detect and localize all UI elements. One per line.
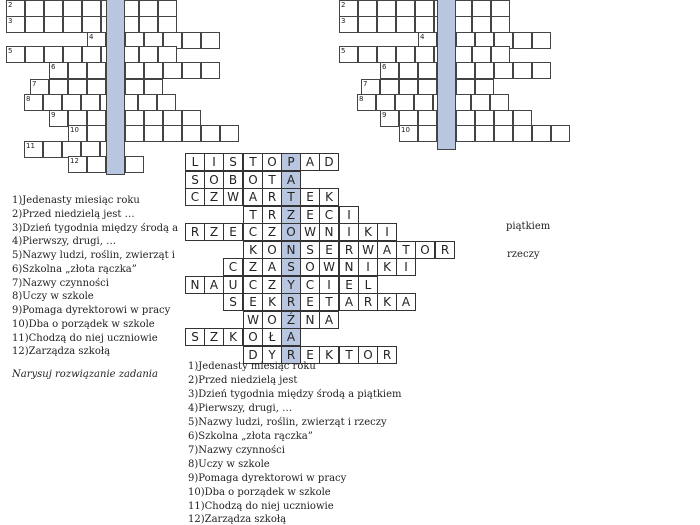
solution-letter: Z [262,276,282,294]
grid-cell [158,0,177,17]
solution-letter: Z [243,258,263,276]
solution-letter: A [377,241,397,259]
clue-bottom-12: 12)Zarządza szkołą [188,514,287,525]
solution-letter: W [358,241,378,259]
clue-number: 10 [70,126,79,134]
drawing-hint: Narysuj rozwiązanie zadania [12,369,158,380]
clue-left-7: 7)Nazwy czynności [12,278,109,289]
grid-cell [68,62,87,79]
solution-letter: Z [281,206,301,224]
grid-cell [201,32,220,49]
solution-letter: A [262,258,282,276]
grid-cell [494,125,513,142]
clue-fragment-rzeczy: rzeczy [507,249,540,260]
clue-left-4: 4)Pierwszy, drugi, … [12,236,117,247]
solution-letter: E [339,276,359,294]
grid-cell [87,125,106,142]
grid-cell [475,62,494,79]
grid-cell [491,0,510,17]
grid-cell [491,16,510,33]
solution-letter: C [319,206,339,224]
grid-cell [25,46,44,63]
solution-letter: O [281,223,301,241]
grid-cell [62,94,81,111]
solution-letter: E [300,293,320,311]
solution-letter: R [358,293,378,311]
grid-cell [414,94,433,111]
clue-number: 5 [341,47,346,55]
clue-number: 8 [359,95,364,103]
grid-cell [377,0,396,17]
solution-letter: R [339,241,359,259]
grid-cell [513,125,532,142]
solution-letter: O [300,258,320,276]
solution-letter: T [243,206,263,224]
solution-letter: K [377,293,397,311]
grid-cell [415,46,434,63]
solution-column [106,0,125,175]
solution-letter: B [223,171,243,189]
grid-cell [63,0,82,17]
grid-cell [490,94,509,111]
grid-cell [532,32,551,49]
solution-letter: P [281,153,301,171]
clue-bottom-1: 1)Jedenasty miesiąc roku [188,361,316,372]
solution-letter: K [319,346,339,364]
grid-cell [396,46,415,63]
clue-left-9: 9)Pomaga dyrektorowi w pracy [12,305,171,316]
grid-cell [415,16,434,33]
grid-cell [513,62,532,79]
solution-letter: A [319,311,339,329]
solution-letter: N [319,223,339,241]
grid-cell [513,32,532,49]
solution-letter: N [339,258,359,276]
solution-letter: T [339,346,359,364]
clue-number: 9 [51,111,56,119]
clue-number: 10 [401,126,410,134]
grid-cell [163,62,182,79]
grid-cell [157,94,176,111]
solution-letter: I [358,258,378,276]
clue-bottom-2: 2)Przed niedzielą jest [188,375,298,386]
grid-cell [418,125,437,142]
clue-bottom-9: 9)Pomaga dyrektorowi w pracy [188,473,347,484]
grid-cell [158,16,177,33]
grid-cell [125,125,144,142]
solution-letter: I [396,258,416,276]
solution-letter: K [377,258,397,276]
grid-cell [182,32,201,49]
grid-cell [396,0,415,17]
clue-number: 4 [420,33,425,41]
grid-cell [358,0,377,17]
solution-letter: S [223,153,243,171]
grid-cell [494,62,513,79]
clue-bottom-3: 3)Dzień tygodnia między środą a piątkiem [188,389,402,400]
clue-bottom-11: 11)Chodzą do niej uczniowie [188,501,334,512]
clue-number: 3 [8,17,13,25]
grid-cell [456,62,475,79]
clue-number: 11 [26,142,35,150]
solution-letter: A [396,293,416,311]
solution-letter: O [243,328,263,346]
solution-letter: W [319,258,339,276]
clue-left-3: 3)Dzień tygodnia między środą a [12,223,179,234]
solution-letter: E [243,293,263,311]
solution-letter: E [300,188,320,206]
grid-cell [144,62,163,79]
solution-letter: T [262,171,282,189]
solution-letter: R [435,241,455,259]
solution-letter: A [281,171,301,189]
grid-cell [158,46,177,63]
grid-cell [125,62,144,79]
grid-cell [220,125,239,142]
clue-number: 3 [341,17,346,25]
solution-letter: Z [204,328,224,346]
solution-letter: U [223,276,243,294]
clue-number: 12 [70,157,79,165]
solution-letter: E [300,206,320,224]
solution-letter: A [339,293,359,311]
solution-letter: A [281,328,301,346]
clue-number: 8 [26,95,31,103]
solution-letter: T [243,153,263,171]
solution-letter: R [262,188,282,206]
grid-cell [125,156,144,173]
solution-letter: L [185,153,205,171]
solution-letter: L [358,276,378,294]
grid-cell [472,46,491,63]
clue-left-2: 2)Przed niedzielą jest … [12,209,135,220]
grid-cell [456,125,475,142]
grid-cell [201,62,220,79]
grid-cell [43,94,62,111]
grid-cell [395,94,414,111]
clue-number: 7 [32,80,37,88]
solution-letter: W [300,223,320,241]
grid-cell [532,62,551,79]
grid-cell [82,46,101,63]
grid-cell [81,94,100,111]
grid-cell [63,16,82,33]
clue-bottom-8: 8)Uczy w szkole [188,459,270,470]
grid-cell [25,16,44,33]
grid-cell [377,46,396,63]
grid-cell [82,0,101,17]
solution-letter: K [223,328,243,346]
clue-fragment-piatkiem: piątkiem [506,221,551,232]
solution-letter: K [358,223,378,241]
solution-letter: E [319,241,339,259]
grid-cell [415,0,434,17]
solution-letter: O [262,241,282,259]
grid-cell [63,46,82,63]
grid-cell [472,16,491,33]
clue-number: 9 [382,111,387,119]
grid-cell [551,125,570,142]
clue-left-5: 5)Nazwy ludzi, roślin, zwierząt i [12,250,175,261]
solution-letter: I [339,206,359,224]
clue-bottom-10: 10)Dba o porządek w szkole [188,487,331,498]
solution-letter: A [204,276,224,294]
grid-cell [396,16,415,33]
solution-letter: C [243,276,263,294]
clue-number: 2 [8,1,13,9]
solution-letter: Z [204,188,224,206]
clue-number: 6 [382,63,387,71]
solution-letter: N [281,241,301,259]
solution-letter: T [396,241,416,259]
solution-letter: I [377,223,397,241]
solution-letter: A [300,153,320,171]
solution-letter: C [243,223,263,241]
solution-letter: O [243,171,263,189]
grid-cell [87,62,106,79]
solution-letter: I [339,223,359,241]
solution-letter: O [262,311,282,329]
clue-left-6: 6)Szkolna „złota rączka” [12,264,137,275]
solution-letter: K [262,293,282,311]
clue-number: 4 [89,33,94,41]
solution-letter: O [262,153,282,171]
solution-letter: Ł [262,328,282,346]
grid-cell [25,0,44,17]
solution-column [437,0,456,150]
clue-number: 6 [51,63,56,71]
solution-letter: K [243,241,263,259]
solution-letter: R [281,293,301,311]
solution-letter: I [319,276,339,294]
solution-letter: E [223,223,243,241]
solution-letter: O [358,346,378,364]
clue-left-11: 11)Chodzą do niej uczniowie [12,333,158,344]
solution-letter: A [243,188,263,206]
grid-cell [44,0,63,17]
solution-letter: R [262,206,282,224]
solution-letter: S [300,241,320,259]
solution-letter: Z [204,223,224,241]
solution-letter: C [185,188,205,206]
grid-cell [376,94,395,111]
grid-cell [399,62,418,79]
grid-cell [44,16,63,33]
solution-letter: Ź [281,311,301,329]
grid-cell [358,16,377,33]
grid-cell [201,125,220,142]
clue-left-1: 1)Jedenasty miesiąc roku [12,195,140,206]
clue-number: 7 [363,80,368,88]
grid-cell [491,46,510,63]
clue-left-10: 10)Dba o porządek w szkole [12,319,155,330]
solution-letter: Y [262,346,282,364]
solution-letter: W [243,311,263,329]
solution-letter: D [243,346,263,364]
clue-left-8: 8)Uczy w szkole [12,291,94,302]
clue-left-12: 12)Zarządza szkołą [12,346,111,357]
clue-bottom-6: 6)Szkolna „złota rączka” [188,431,313,442]
clue-number: 5 [8,47,13,55]
grid-cell [144,125,163,142]
grid-cell [182,62,201,79]
grid-cell [418,62,437,79]
grid-cell [475,125,494,142]
solution-letter: O [204,171,224,189]
solution-letter: S [281,258,301,276]
grid-cell [44,46,63,63]
solution-letter: T [281,188,301,206]
solution-letter: D [319,153,339,171]
solution-letter: O [415,241,435,259]
solution-letter: K [319,188,339,206]
grid-cell [139,16,158,33]
grid-cell [472,0,491,17]
solution-letter: N [300,311,320,329]
grid-cell [43,141,62,158]
grid-cell [532,125,551,142]
clue-number: 2 [341,1,346,9]
grid-cell [182,125,201,142]
grid-cell [138,94,157,111]
solution-letter: R [185,223,205,241]
grid-cell [82,16,101,33]
solution-letter: R [281,346,301,364]
solution-letter: R [377,346,397,364]
solution-letter: I [204,153,224,171]
grid-cell [139,0,158,17]
clue-bottom-5: 5)Nazwy ludzi, roślin, zwierząt i rzeczy [188,417,387,428]
grid-cell [471,94,490,111]
grid-cell [87,156,106,173]
solution-letter: S [185,171,205,189]
solution-letter: E [300,346,320,364]
solution-letter: S [223,293,243,311]
grid-cell [358,46,377,63]
solution-letter: C [223,258,243,276]
solution-letter: S [185,328,205,346]
grid-cell [377,16,396,33]
clue-bottom-4: 4)Pierwszy, drugi, … [188,403,293,414]
solution-letter: W [223,188,243,206]
solution-letter: Z [262,223,282,241]
solution-letter: T [319,293,339,311]
clue-bottom-7: 7)Nazwy czynności [188,445,285,456]
solution-letter: Y [281,276,301,294]
solution-letter: C [300,276,320,294]
grid-cell [163,125,182,142]
solution-letter: N [185,276,205,294]
grid-cell [139,46,158,63]
